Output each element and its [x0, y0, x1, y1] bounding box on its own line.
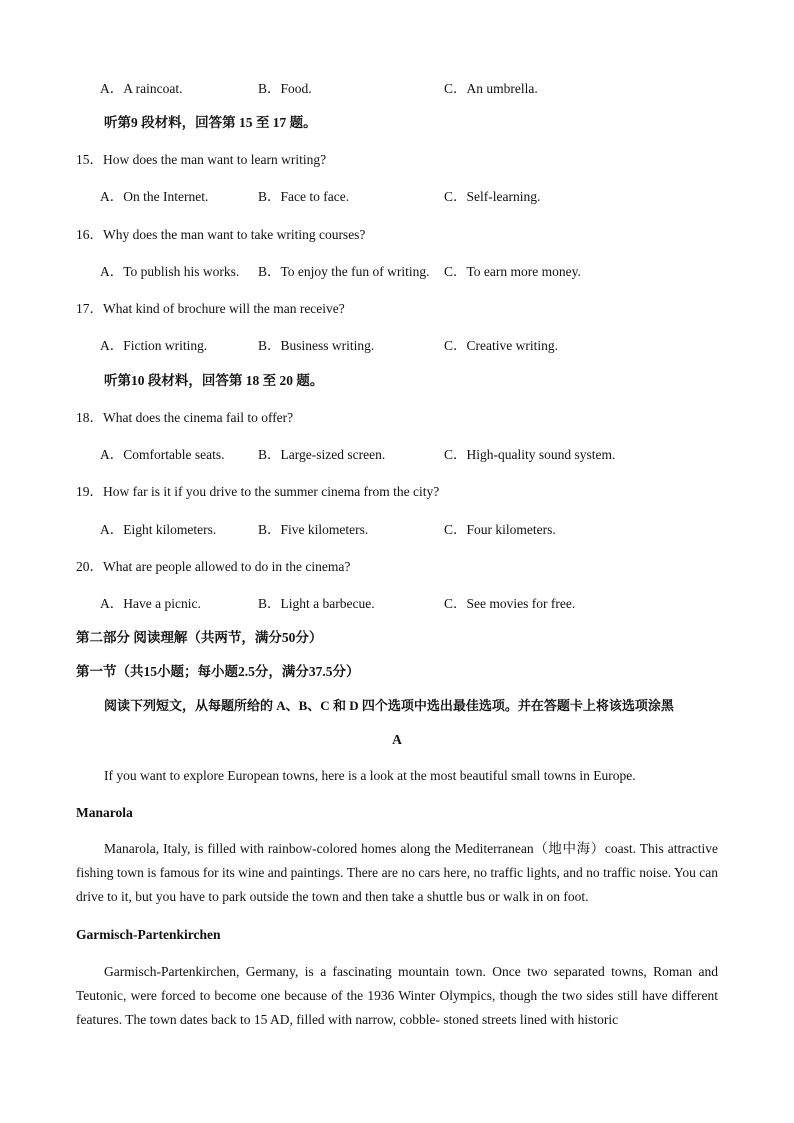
part-2-heading: 第二部分 阅读理解（共两节，满分50分）	[76, 630, 323, 645]
passage-label: A	[392, 732, 402, 747]
question-15: 15．How does the man want to learn writing?	[76, 152, 327, 167]
town-paragraph-manarola: Manarola, Italy, is filled with rainbow-colored homes along the Mediterranean（地中海）coast. This attractive fishing town is famous for its wine and paintings. There are no cars here, no traffic lights, and no traffic noise. You can drive to it, but you have to park outside the town and then take a shuttle bus or walk in on foot.	[76, 841, 718, 904]
q20-option-c: C．See movies for free.	[444, 596, 576, 611]
q15-option-b: B．Face to face.	[258, 189, 350, 204]
q18-option-a: A．Comfortable seats.	[100, 447, 225, 462]
q19-option-b: B．Five kilometers.	[258, 522, 369, 537]
question-20: 20．What are people allowed to do in the cinema?	[76, 559, 351, 574]
q14-option-b: B．Food.	[258, 81, 312, 96]
q17-option-c: C．Creative writing.	[444, 338, 558, 353]
town-heading-manarola: Manarola	[76, 805, 133, 820]
q14-option-a: A．A raincoat.	[100, 81, 183, 96]
q18-option-c: C．High-quality sound system.	[444, 447, 616, 462]
section-1-heading: 第一节（共15小题；每小题2.5分，满分37.5分）	[76, 664, 360, 679]
q19-option-a: A．Eight kilometers.	[100, 522, 217, 537]
q20-option-b: B．Light a barbecue.	[258, 596, 375, 611]
question-19: 19．How far is it if you drive to the summer cinema from the city?	[76, 484, 440, 499]
passage-intro: If you want to explore European towns, here is a look at the most beautiful small towns in Europe.	[104, 768, 636, 783]
section-9-heading: 听第9 段材料，回答第 15 至 17 题。	[104, 115, 317, 130]
q14-option-c: C．An umbrella.	[444, 81, 538, 96]
reading-instruction: 阅读下列短文，从每题所给的 A、B、C 和 D 四个选项中选出最佳选项。并在答题卡上将该选项涂黑	[104, 698, 674, 713]
q16-option-b: B．To enjoy the fun of writing.	[258, 264, 430, 279]
q20-option-a: A．Have a picnic.	[100, 596, 201, 611]
q17-option-a: A．Fiction writing.	[100, 338, 208, 353]
q17-option-b: B．Business writing.	[258, 338, 375, 353]
town-paragraph-garmisch: Garmisch-Partenkirchen, Germany, is a fascinating mountain town. Once two separated towns, Roman and Teutonic, were forced to become one because of the 1936 Winter Olympics, though the two sides still have different features. The town dates back to 15 AD, filled with narrow, cobble- stoned streets lined with historic	[76, 964, 718, 1027]
q19-option-c: C．Four kilometers.	[444, 522, 556, 537]
q16-option-c: C．To earn more money.	[444, 264, 581, 279]
question-17: 17．What kind of brochure will the man receive?	[76, 301, 345, 316]
q15-option-c: C．Self-learning.	[444, 189, 541, 204]
town-heading-garmisch: Garmisch-Partenkirchen	[76, 927, 221, 942]
section-10-heading: 听第10 段材料，回答第 18 至 20 题。	[104, 373, 324, 388]
q16-option-a: A．To publish his works.	[100, 264, 240, 279]
q15-option-a: A．On the Internet.	[100, 189, 209, 204]
question-16: 16．Why does the man want to take writing courses?	[76, 227, 366, 242]
question-18: 18．What does the cinema fail to offer?	[76, 410, 294, 425]
q18-option-b: B．Large-sized screen.	[258, 447, 386, 462]
